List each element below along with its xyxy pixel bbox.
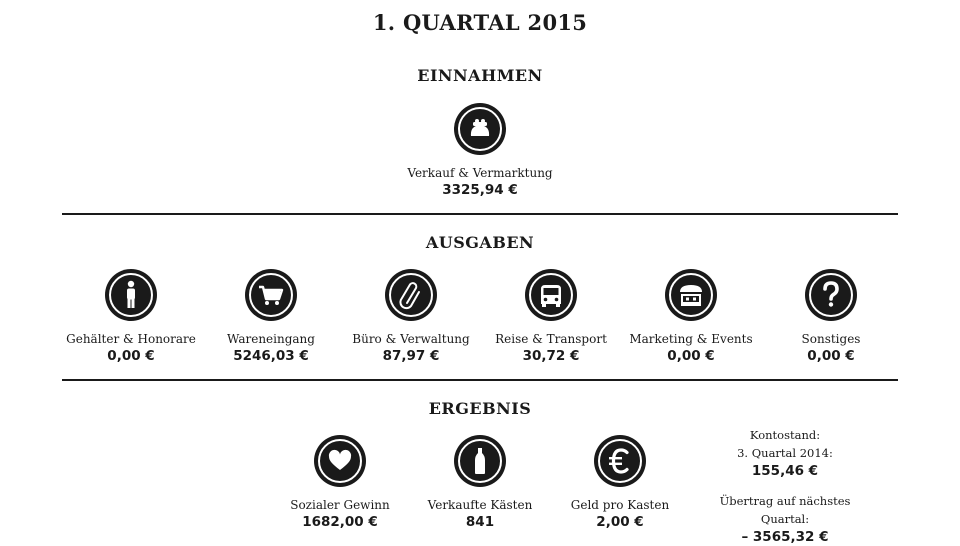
coin-purse-icon — [454, 103, 506, 155]
item-label: Verkaufte Kästen — [427, 498, 533, 512]
item-label: Sonstiges — [801, 332, 861, 346]
income-item-sales — [390, 103, 570, 199]
euro-icon — [594, 435, 646, 487]
item-value: 5246,03 € — [233, 348, 309, 364]
item-value: 841 — [465, 514, 495, 530]
shopping-cart-icon — [245, 269, 297, 321]
expense-item-other — [741, 269, 921, 365]
item-value: 0,00 € — [807, 348, 855, 364]
item-label: Marketing & Events — [629, 332, 753, 346]
item-value: 87,97 € — [382, 348, 440, 364]
previous-quarter-label: 3. Quartal 2014: — [737, 446, 833, 460]
item-value: 3325,94 € — [442, 182, 518, 198]
item-label: Verkauf & Vermarktung — [407, 166, 553, 180]
question-mark-icon — [805, 269, 857, 321]
item-label: Gehälter & Honorare — [66, 332, 196, 346]
item-value: 0,00 € — [107, 348, 155, 364]
page-title: 1. QUARTAL 2015 — [372, 10, 588, 35]
carry-over-value: – 3565,32 € — [741, 529, 829, 545]
previous-quarter-value: 155,46 € — [751, 463, 819, 479]
item-label: Geld pro Kasten — [570, 498, 670, 512]
person-icon — [105, 269, 157, 321]
bottle-icon — [454, 435, 506, 487]
car-icon — [525, 269, 577, 321]
item-value: 1682,00 € — [302, 514, 378, 530]
paperclip-icon — [385, 269, 437, 321]
item-label: Reise & Transport — [495, 332, 607, 346]
result-item-money-per-crate — [530, 435, 710, 531]
item-value: 2,00 € — [596, 514, 644, 530]
carry-over-label: Übertrag auf nächstes Quartal: — [719, 494, 851, 526]
account-balance-block — [695, 426, 875, 546]
section-heading-einnahmen: EINNAHMEN — [417, 66, 543, 85]
heart-icon — [314, 435, 366, 487]
item-label: Wareneingang — [227, 332, 315, 346]
item-label: Büro & Verwaltung — [352, 332, 470, 346]
market-stall-icon — [665, 269, 717, 321]
account-balance-heading: Kontostand: — [749, 428, 821, 442]
item-value: 30,72 € — [522, 348, 580, 364]
section-heading-ausgaben: AUSGABEN — [425, 233, 535, 252]
section-heading-ergebnis: ERGEBNIS — [428, 399, 532, 418]
divider — [62, 379, 898, 381]
item-label: Sozialer Gewinn — [290, 498, 390, 512]
item-value: 0,00 € — [667, 348, 715, 364]
divider — [62, 213, 898, 215]
